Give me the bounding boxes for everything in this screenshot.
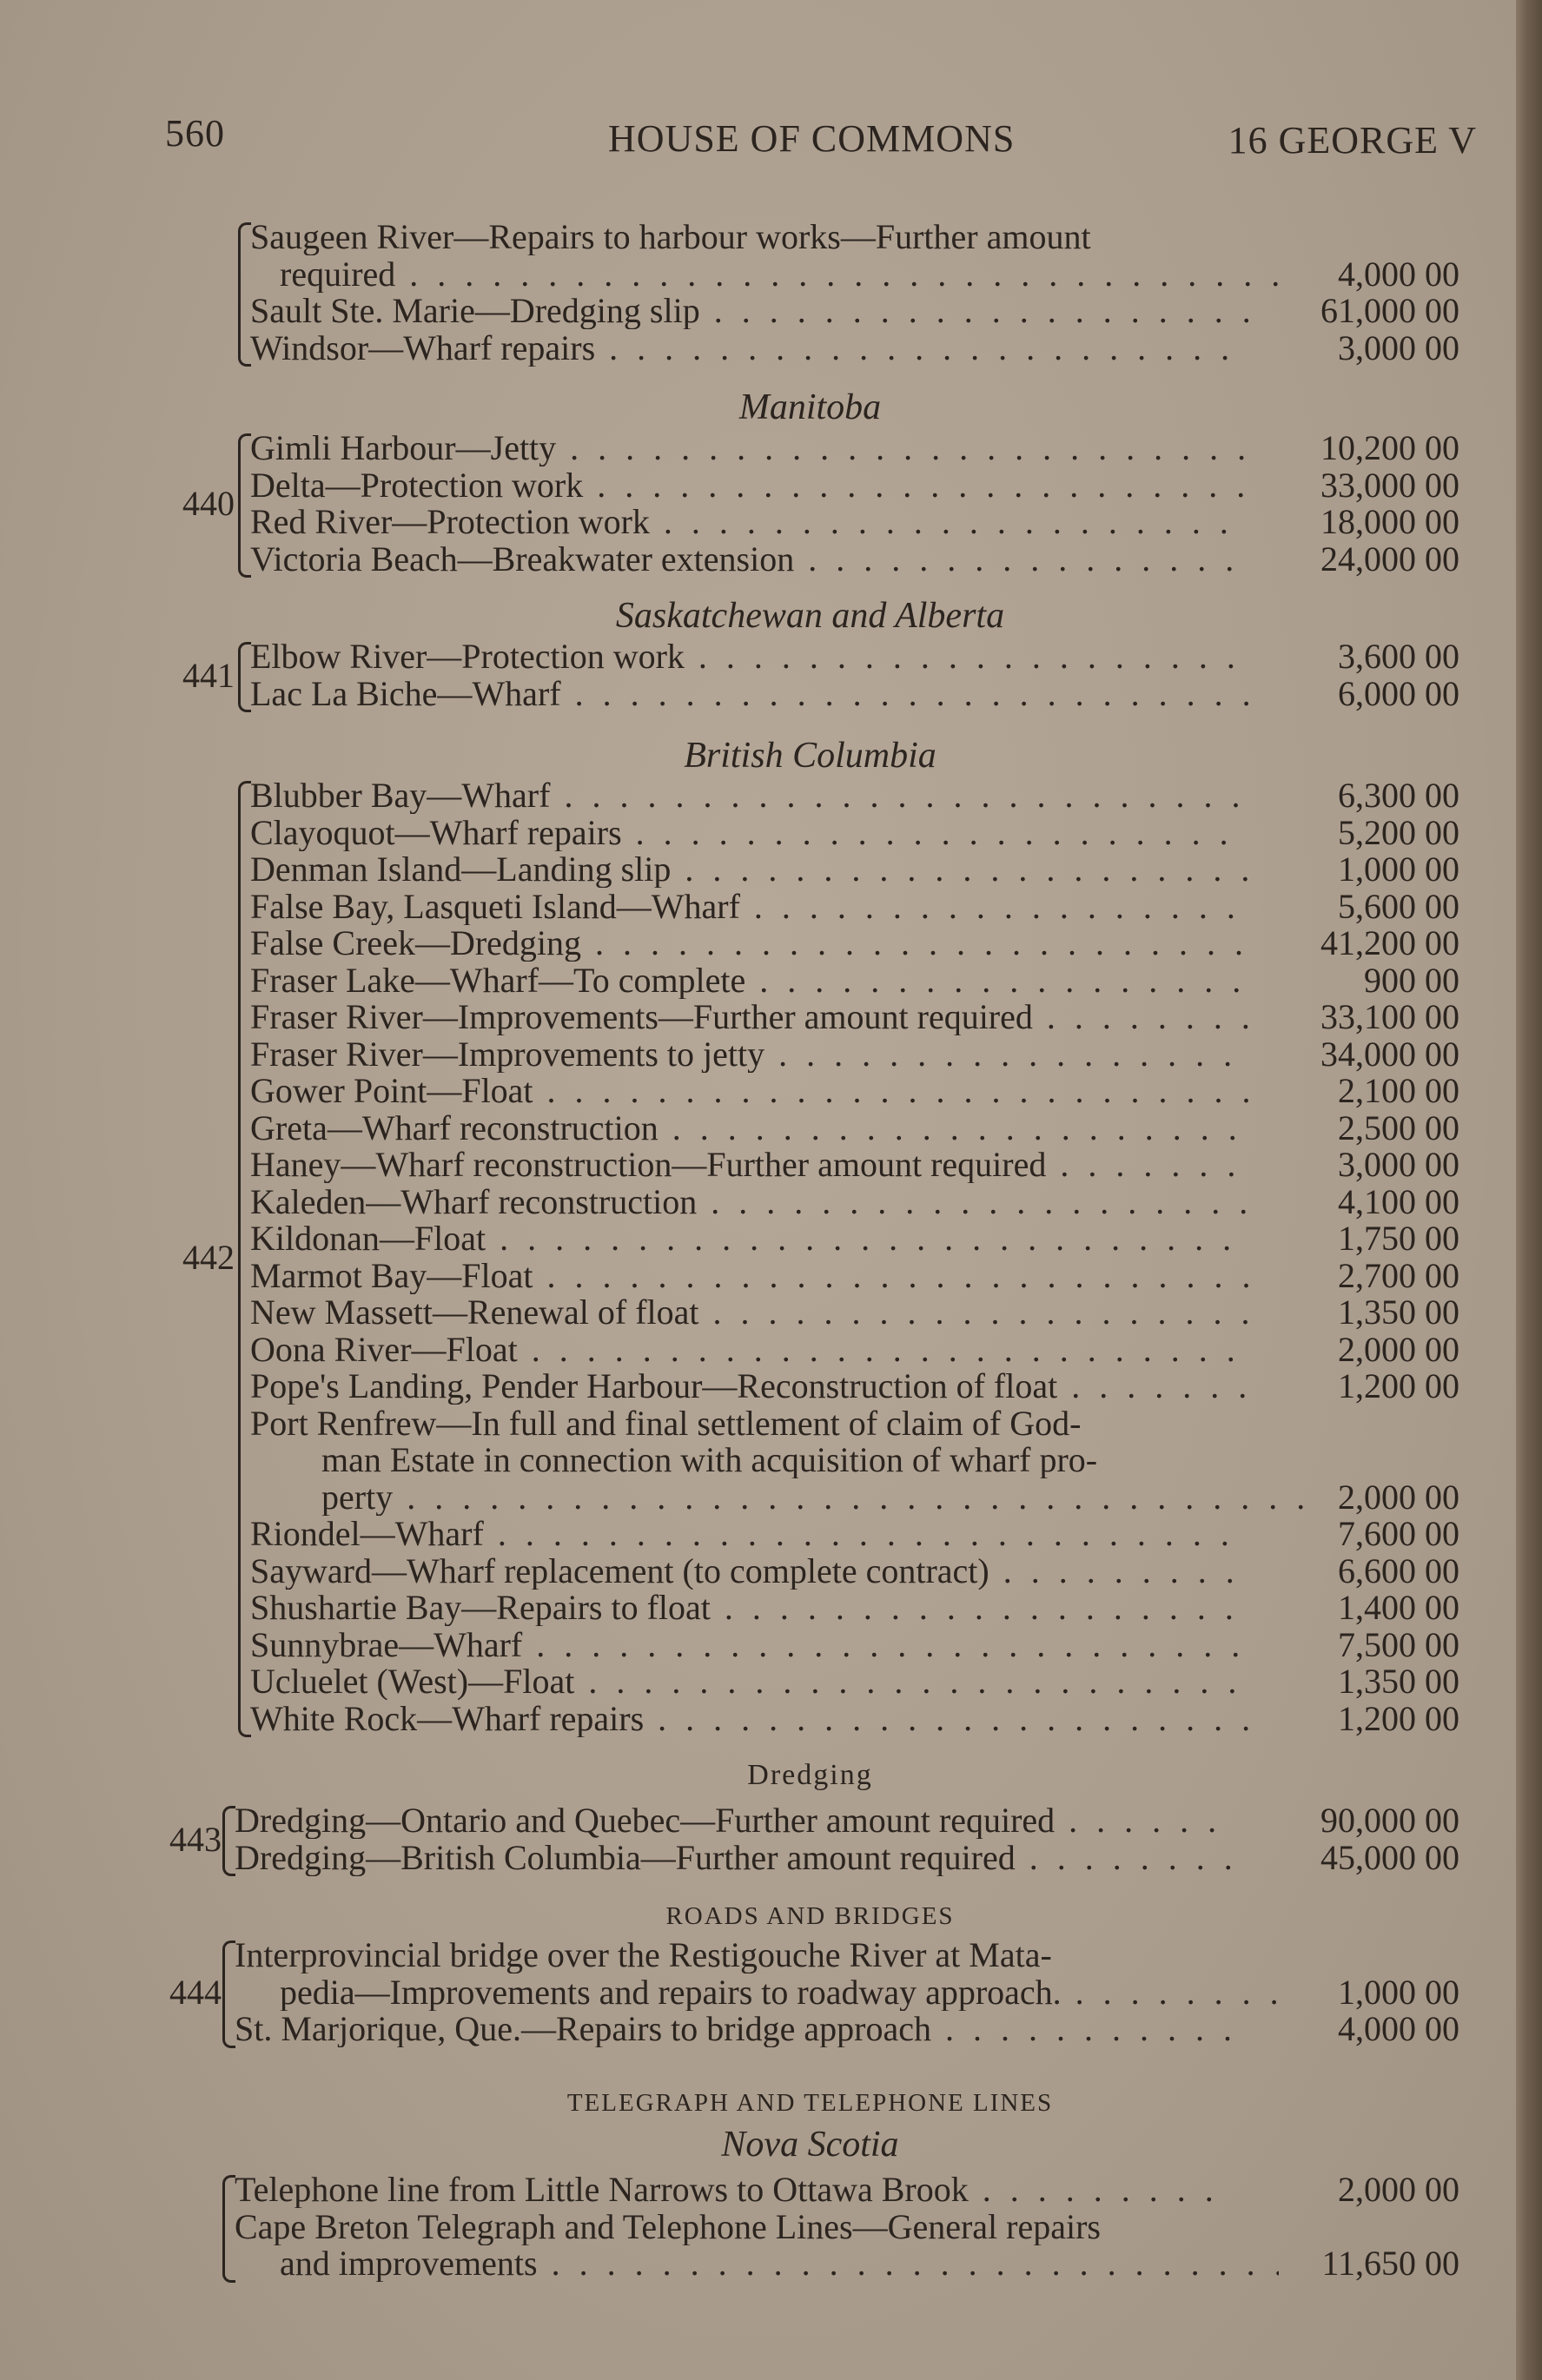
section-heading: British Columbia [684, 736, 936, 776]
item-row [0, 886, 1516, 926]
item-amount: 6,000 00 [1338, 673, 1459, 713]
item-text: Ucluelet (West)—Float . . . [250, 1663, 1249, 1700]
item-amount: 1,350 00 [1338, 1292, 1459, 1332]
item-label [250, 1220, 1249, 1257]
item-row [0, 777, 1516, 814]
item-row [0, 1147, 1516, 1183]
item-label [250, 1663, 1249, 1700]
item-amount: 90,000 00 [1320, 1801, 1459, 1840]
item-row [0, 541, 1516, 578]
item-label [250, 293, 1249, 329]
item-text: Fraser River—Improvements—Further amount required . . . [250, 999, 1249, 1035]
item-text: Gower Point—Float . . . [250, 1073, 1249, 1109]
item-label [250, 638, 1249, 675]
vote-number: 444 [169, 1972, 222, 2012]
item-amount: 4,100 00 [1338, 1181, 1459, 1221]
item-amount: 18,000 00 [1320, 502, 1459, 541]
item-row [0, 812, 1516, 852]
item-amount: 1,200 00 [1338, 1698, 1459, 1738]
item-row [0, 1036, 1516, 1073]
item-row [0, 1698, 1516, 1738]
item-label [250, 1553, 1249, 1590]
item-row [0, 1405, 1516, 1442]
item-text: Saugeen River—Repairs to harbour works—Further amount [250, 219, 1091, 255]
item-row [0, 1516, 1516, 1552]
item-row [0, 1329, 1516, 1369]
item-label [235, 2209, 1234, 2245]
item-text: Riondel—Wharf . . . [250, 1516, 1249, 1552]
item-amount: 900 00 [1364, 960, 1459, 1000]
item-label [235, 1937, 1234, 1973]
item-label [250, 1258, 1249, 1294]
item-text: False Creek—Dredging . . . [250, 925, 1249, 962]
vote-brace [238, 433, 251, 578]
item-label [250, 777, 1249, 814]
vote-number: 441 [182, 655, 235, 695]
item-text: Dredging—British Columbia—Further amount required . . . [235, 1840, 1234, 1876]
item-label [250, 815, 1249, 851]
item-label [280, 256, 1279, 293]
item-row [0, 925, 1516, 962]
item-amount: 2,700 00 [1338, 1255, 1459, 1295]
item-amount: 2,000 00 [1338, 1329, 1459, 1369]
item-amount: 1,000 00 [1338, 1972, 1459, 2012]
item-label [250, 1110, 1249, 1147]
item-text: Clayoquot—Wharf repairs . . . [250, 815, 1249, 851]
item-label [250, 1073, 1249, 1109]
item-label [250, 1701, 1249, 1737]
item-row [0, 1181, 1516, 1221]
section-heading: Saskatchewan and Alberta [615, 596, 1005, 636]
item-text: Kaleden—Wharf reconstruction . . . [250, 1184, 1249, 1220]
section-subheading: Nova Scotia [721, 2125, 899, 2165]
item-text: Sault Ste. Marie—Dredging slip . . . [250, 293, 1249, 329]
item-text: man Estate in connection with acquisition of wharf pro- [321, 1442, 1098, 1478]
item-text: Cape Breton Telegraph and Telephone Lines—General repairs [235, 2208, 1101, 2245]
item-label [250, 1184, 1249, 1220]
item-label [250, 1627, 1249, 1663]
item-text: Telephone line from Little Narrows to Ottawa Brook . . . [235, 2172, 1234, 2208]
item-amount: 4,000 00 [1338, 2009, 1459, 2048]
item-amount: 33,000 00 [1320, 465, 1459, 505]
item-amount: 4,000 00 [1338, 254, 1459, 294]
item-row [0, 1550, 1516, 1590]
item-label [250, 1294, 1249, 1331]
item-amount: 5,200 00 [1338, 812, 1459, 852]
item-row [0, 1590, 1516, 1626]
item-amount: 10,200 00 [1320, 428, 1459, 467]
item-label [250, 1332, 1249, 1368]
item-amount: 7,500 00 [1338, 1624, 1459, 1664]
item-text: Fraser River—Improvements to jetty . . . [250, 1036, 1249, 1073]
item-amount: 1,200 00 [1338, 1366, 1459, 1405]
item-row [0, 1368, 1516, 1405]
item-amount: 6,600 00 [1338, 1550, 1459, 1590]
section-heading: TELEGRAPH AND TELEPHONE LINES [566, 2089, 1054, 2117]
item-amount: 34,000 00 [1320, 1034, 1459, 1074]
item-amount: 1,350 00 [1338, 1662, 1459, 1701]
item-label [250, 1036, 1249, 1073]
item-amount: 3,000 00 [1338, 327, 1459, 367]
item-label [250, 1147, 1249, 1183]
item-text: Windsor—Wharf repairs . . . [250, 330, 1249, 367]
item-text: perty . . . [321, 1479, 1320, 1516]
item-text: Oona River—Float . . . [250, 1332, 1249, 1368]
item-continuation [0, 1479, 1516, 1516]
item-text: Interprovincial bridge over the Restigouche River at Mata- [235, 1937, 1052, 1973]
section-heading: ROADS AND BRIDGES [665, 1902, 955, 1930]
item-text: Shushartie Bay—Repairs to float . . . [250, 1590, 1249, 1626]
item-text: Fraser Lake—Wharf—To complete . . . [250, 962, 1249, 999]
vote-number: 443 [169, 1819, 222, 1859]
item-row [0, 851, 1516, 888]
vote-brace [238, 642, 251, 712]
item-text: Blubber Bay—Wharf . . . [250, 777, 1249, 814]
item-text: Elbow River—Protection work . . . [250, 638, 1249, 675]
vote-brace [222, 1940, 235, 2048]
item-label [250, 962, 1249, 999]
item-label [235, 2172, 1234, 2208]
item-row [0, 293, 1516, 329]
page-edge [1516, 0, 1542, 2380]
item-row [0, 999, 1516, 1035]
section-heading: Dredging [747, 1759, 873, 1791]
item-row [0, 1107, 1516, 1147]
item-amount: 2,000 00 [1338, 2170, 1459, 2209]
item-amount: 2,500 00 [1338, 1107, 1459, 1147]
page-header [165, 111, 1486, 163]
item-row [0, 1073, 1516, 1109]
item-continuation [0, 256, 1516, 293]
item-label [250, 504, 1249, 540]
item-label [280, 1974, 1279, 2011]
item-label [250, 925, 1249, 962]
item-row [0, 962, 1516, 999]
item-text: and improvements . . . [280, 2245, 1279, 2282]
item-text: False Bay, Lasqueti Island—Wharf . . . [250, 889, 1249, 925]
item-label [250, 1405, 1249, 1442]
item-amount: 3,600 00 [1338, 637, 1459, 676]
page-number: 560 [165, 112, 225, 155]
vote-number: 440 [182, 484, 235, 523]
item-text: Marmot Bay—Float . . . [250, 1258, 1249, 1294]
item-label [235, 1802, 1234, 1839]
item-label [250, 541, 1249, 578]
item-amount: 7,600 00 [1338, 1514, 1459, 1553]
item-label [250, 1368, 1249, 1405]
item-continuation [0, 1442, 1516, 1478]
vote-brace [222, 2175, 235, 2283]
vote-brace [238, 781, 251, 1737]
item-row [0, 219, 1516, 255]
item-amount: 45,000 00 [1320, 1837, 1459, 1877]
item-text: Pope's Landing, Pender Harbour—Reconstruction of float . . . [250, 1368, 1249, 1405]
item-text: Lac La Biche—Wharf . . . [250, 676, 1249, 712]
item-text: Sayward—Wharf replacement (to complete contract) . . . [250, 1553, 1249, 1590]
item-label [321, 1479, 1320, 1516]
item-text: pedia—Improvements and repairs to roadway approach. . . . [280, 1974, 1279, 2011]
item-row [0, 430, 1516, 466]
item-amount: 6,300 00 [1338, 776, 1459, 815]
item-text: St. Marjorique, Que.—Repairs to bridge approach . . . [235, 2011, 1234, 2047]
item-text: Red River—Protection work . . . [250, 504, 1249, 540]
item-label [250, 676, 1249, 712]
item-amount: 1,750 00 [1338, 1219, 1459, 1258]
item-amount: 24,000 00 [1320, 539, 1459, 578]
vote-brace [222, 1806, 235, 1876]
item-amount: 41,200 00 [1320, 923, 1459, 962]
item-amount: 33,100 00 [1320, 997, 1459, 1036]
item-amount: 61,000 00 [1320, 291, 1459, 330]
item-row [0, 1663, 1516, 1700]
item-text: Sunnybrae—Wharf . . . [250, 1627, 1249, 1663]
item-amount: 1,400 00 [1338, 1588, 1459, 1627]
item-label [321, 1442, 1320, 1478]
vote-number: 442 [182, 1237, 235, 1277]
item-text: Port Renfrew—In full and final settlement of claim of God- [250, 1405, 1082, 1442]
item-text: Denman Island—Landing slip . . . [250, 851, 1249, 888]
item-label [280, 2245, 1279, 2282]
item-text: White Rock—Wharf repairs . . . [250, 1701, 1249, 1737]
item-text: Victoria Beach—Breakwater extension . . . [250, 541, 1249, 578]
item-text: required . . . [280, 256, 1279, 293]
item-amount: 3,000 00 [1338, 1145, 1459, 1184]
regnal-year: 16 GEORGE V [1228, 119, 1477, 162]
item-label [250, 1590, 1249, 1626]
item-text: Kildonan—Float . . . [250, 1220, 1249, 1257]
item-amount: 1,000 00 [1338, 850, 1459, 889]
item-label [250, 430, 1249, 466]
item-label [250, 330, 1249, 367]
item-row [0, 1624, 1516, 1664]
item-text: Greta—Wharf reconstruction . . . [250, 1110, 1249, 1147]
item-label [235, 2011, 1234, 2047]
item-label [235, 1840, 1234, 1876]
item-label [250, 219, 1249, 255]
item-text: New Massett—Renewal of float . . . [250, 1294, 1249, 1331]
item-row [0, 1294, 1516, 1331]
item-label [250, 999, 1249, 1035]
item-label [250, 889, 1249, 925]
section-heading: Manitoba [738, 387, 882, 427]
item-text: Delta—Protection work . . . [250, 467, 1249, 504]
item-label [250, 851, 1249, 888]
item-row [0, 327, 1516, 367]
item-amount: 2,100 00 [1338, 1071, 1459, 1110]
page-title: HOUSE OF COMMONS [608, 117, 1016, 160]
item-text: Haney—Wharf reconstruction—Further amount required . . . [250, 1147, 1249, 1183]
vote-brace [238, 222, 251, 367]
item-amount: 11,650 00 [1321, 2244, 1459, 2283]
item-text: Gimli Harbour—Jetty . . . [250, 430, 1249, 466]
item-amount: 5,600 00 [1338, 886, 1459, 926]
item-label [250, 467, 1249, 504]
item-amount: 2,000 00 [1338, 1477, 1459, 1517]
item-label [250, 1516, 1249, 1552]
item-text: Dredging—Ontario and Quebec—Further amount required . . . [235, 1802, 1234, 1839]
